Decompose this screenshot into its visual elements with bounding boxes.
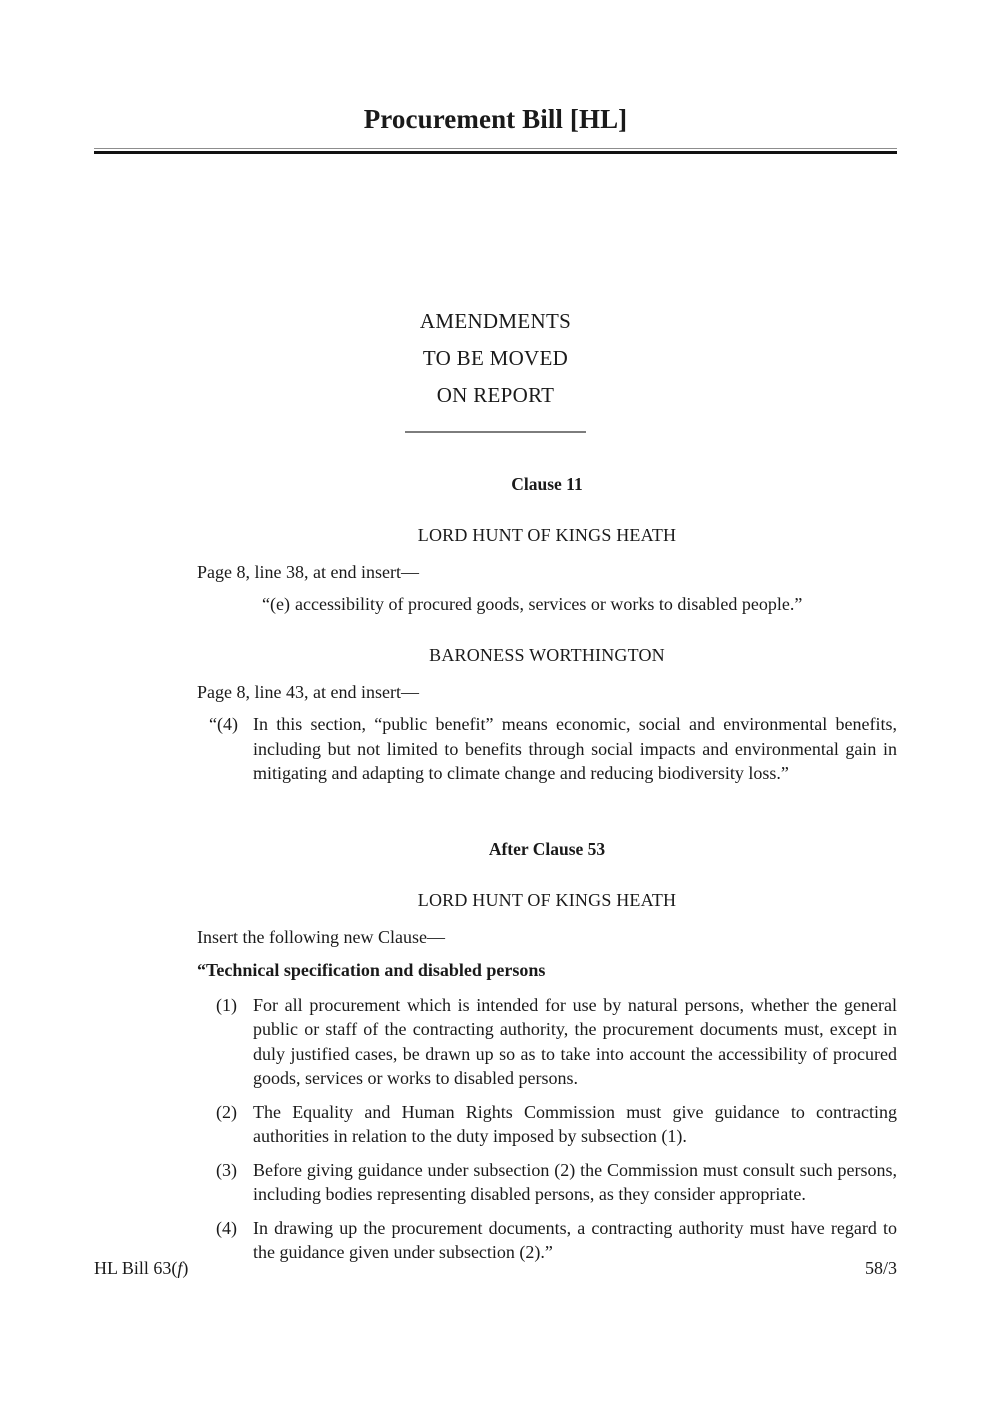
new-clause-subsection-number-2: (2) [216,1101,237,1122]
member-name-baroness-worthington: BARONESS WORTHINGTON [429,645,665,665]
heading-line-amendments: AMENDMENTS [419,309,572,333]
section-heading-after-clause-53: After Clause 53 [488,838,606,859]
footer-page-reference: 58/3 [864,1258,897,1278]
title-divider [94,148,897,154]
page-footer [94,1258,897,1279]
amendment-lead-line-clause-11: Page 8, line 38, at end insert— [197,562,419,582]
new-clause-subsection-text-4: In drawing up the procurement documents, a contracting authority must have regard to the guidance given under subsection (2).” [253,1217,897,1262]
amendment-paragraph-number-4: “(4) [209,714,238,734]
footer-bill-prefix: HL Bill 63( [94,1258,178,1278]
new-clause-subsection-text-2: The Equality and Human Rights Commission must give guidance to contracting authorities in relation to the duty imposed by subsection (1). [253,1101,897,1146]
amendment-item-text-e: accessibility of procured goods, services or works to disabled people.” [295,594,803,614]
member-name-lord-hunt-of-kings-heath: LORD HUNT OF KINGS HEATH [417,525,677,545]
new-clause-subsection-text-3: Before giving guidance under subsection (2) the Commission must consult such persons, including bodies representing disabled persons, as they consider appropriate. [253,1159,897,1204]
new-clause-subsection-1 [197,993,897,1091]
new-clause-subsection-number-4: (4) [216,1217,237,1238]
amendment-paragraph-text-4: In this section, “public benefit” means economic, social and environmental benefits, including but not limited to benefits through social impacts and environmental gain in mitigating and adapting to climate change and reducing biodiversity loss.” [253,714,897,783]
page-title: Procurement Bill [HL] [363,104,628,134]
amendment-item-e [197,592,897,617]
footer-bill-number [94,1258,188,1279]
section-spacer-2 [197,795,897,815]
amendment-lead-line-worthington: Page 8, line 43, at end insert— [197,682,419,702]
heading-line-to-be-moved: TO BE MOVED [422,346,569,370]
section-spacer-1 [197,625,897,645]
new-clause-subsection-number-3: (3) [216,1159,237,1180]
new-clause-title: “Technical specification and disabled persons [197,959,546,980]
heading-line-on-report: ON REPORT [436,383,555,407]
amendment-item-marker-e: “(e) [262,594,290,614]
new-clause-subsection-2 [197,1100,897,1149]
section-heading-clause-11: Clause 11 [511,474,583,494]
amendment-lead-line-new-clause: Insert the following new Clause— [197,926,445,947]
amendment-paragraph-4-worthington [197,712,897,786]
heading-separator-rule [405,431,586,433]
new-clause-subsection-3 [197,1158,897,1207]
amendments-heading-block [94,303,897,414]
new-clause-subsection-text-1: For all procurement which is intended for use by natural persons, whether the general public or staff of the contracting authority, the procurement documents must, except in duly justified cases, be drawn up so as to take into account the accessibility of procured goods, services or works to disabled persons. [253,994,897,1088]
amendments-body [197,474,897,1274]
title-divider-thick-line [94,151,897,154]
footer-bill-italic-letter: f [177,1258,183,1278]
footer-bill-suffix: ) [182,1258,189,1278]
new-clause-subsection-number-1: (1) [216,994,237,1015]
member-name-lord-hunt-of-kings-heath-2: LORD HUNT OF KINGS HEATH [417,889,677,910]
